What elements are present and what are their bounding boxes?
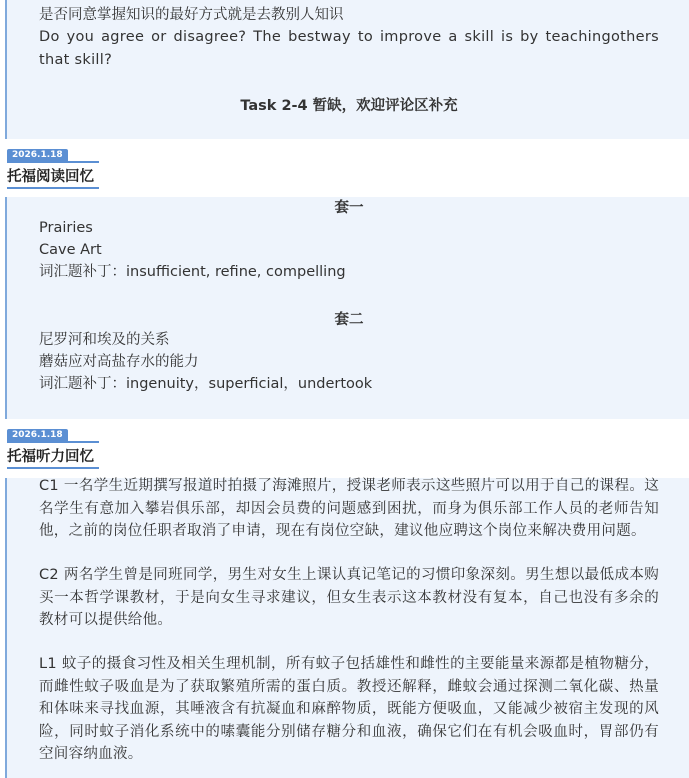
listening-paragraph-c2: C2 两名学生曾是同班同学，男生对女生上课认真记笔记的习惯印象深刻。男生想以最低成本购买一本哲学课教材，于是向女生寻求建议，但女生表示这本教材没有复本，自己也没有多余的教材可以提供给他。 bbox=[39, 567, 659, 628]
task-question-cn: 是否同意掌握知识的最好方式就是去教别人知识 bbox=[39, 7, 344, 23]
reading-set1-heading: 套一 bbox=[334, 200, 364, 216]
listening-paragraph-l1: L1 蚊子的摄食习性及相关生理机制，所有蚊子包括雄性和雌性的主要能量来源都是植物糖分，而雌性蚊子吸血是为了获取繁殖所需的蛋白质。教授还解释，雌蚊会通过探测二氧化碳、热量和体味来寻找血源，其唾液含有抗凝血和麻醉物质，既能方便吸血，又能减少被宿主发现的风险，同时蚊子消化系统中的嗉囊能分别储存糖分和血液，确保它们在有机会吸血时，胃部仍有空间容纳血液。 bbox=[39, 656, 659, 762]
reading-set2-item: 蘑菇应对高盐存水的能力 bbox=[39, 354, 199, 370]
listening-section-title: 托福听力回忆 bbox=[7, 449, 94, 465]
reading-section-title: 托福阅读回忆 bbox=[7, 169, 94, 185]
reading-set1-item: Prairies bbox=[39, 220, 93, 236]
reading-set2-vocab: 词汇题补丁：ingenuity，superficial，undertook bbox=[39, 376, 373, 392]
task-question-en: Do you agree or disagree? The bestway to improve a skill is by teachingothers that skill? bbox=[39, 29, 659, 68]
reading-set1-item: Cave Art bbox=[39, 242, 102, 258]
reading-set2-heading: 套二 bbox=[334, 312, 364, 328]
listening-date-line bbox=[7, 441, 99, 443]
listening-title-underline bbox=[7, 467, 99, 469]
section-gap bbox=[0, 419, 689, 478]
listening-date-badge: 2026.1.18 bbox=[7, 429, 68, 442]
listening-paragraph-c1: C1 一名学生近期撰写报道时拍摄了海滩照片，授课老师表示这些照片可以用于自己的课程。这名学生有意加入攀岩俱乐部，却因会员费的问题感到困扰，而身为俱乐部工作人员的老师告知他，之前的岗位任职者取消了申请，现在有岗位空缺，建议他应聘这个岗位来解决费用问题。 bbox=[39, 478, 659, 539]
reading-title-underline bbox=[7, 187, 99, 189]
reading-date-badge: 2026.1.18 bbox=[7, 149, 68, 162]
reading-set1-vocab: 词汇题补丁：insufficient, refine, compelling bbox=[39, 264, 346, 280]
section-gap bbox=[0, 139, 689, 197]
reading-set2-item: 尼罗河和埃及的关系 bbox=[39, 332, 170, 348]
reading-date-line bbox=[7, 161, 99, 163]
task-footer-note: Task 2-4 暂缺，欢迎评论区补充 bbox=[240, 98, 458, 114]
